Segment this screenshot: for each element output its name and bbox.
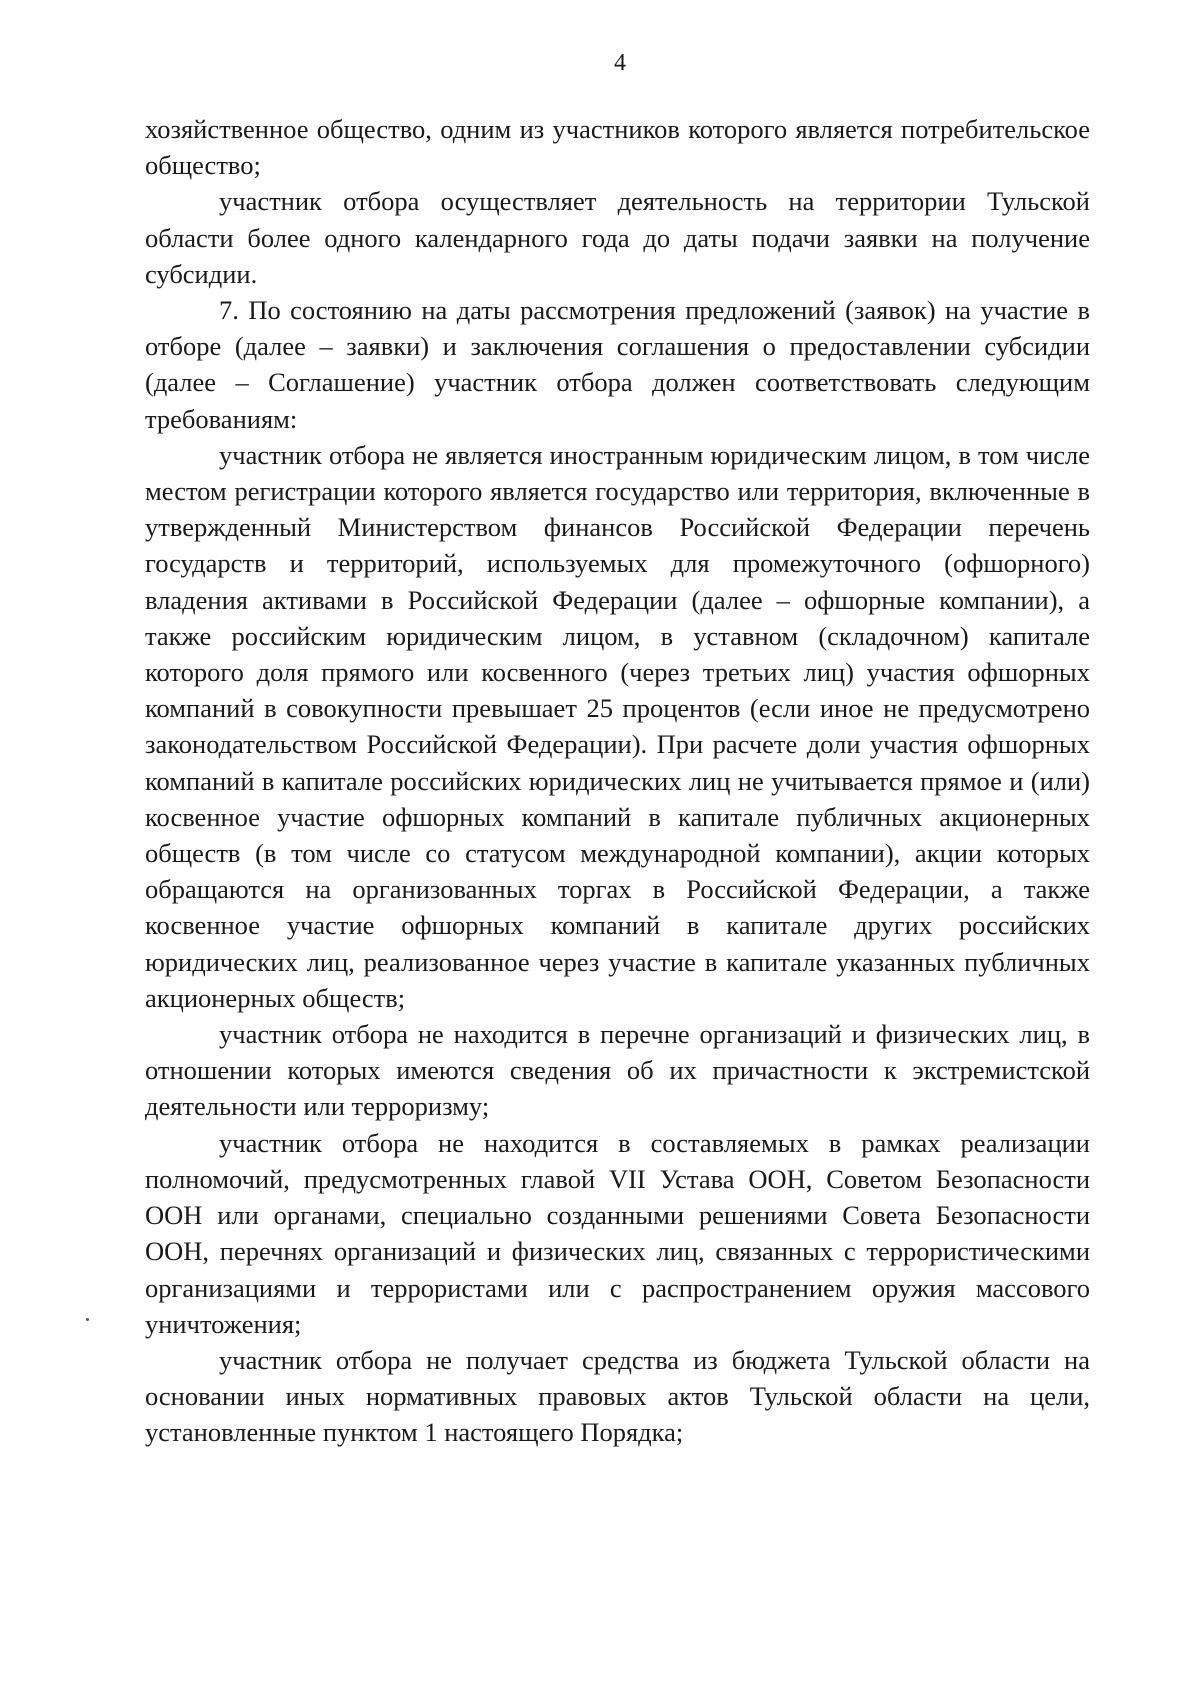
page-number: 4 bbox=[614, 50, 626, 76]
paragraph-continuation: хозяйственное общество, одним из участников которого является потребительское общество; bbox=[145, 114, 1090, 181]
paragraph-un-sanctions-requirement: участник отбора не находится в составляемых в рамках реализации полномочий, предусмотренных главой VII Устава ООН, Советом Безопасности ООН или органами, специально созданными решениями Совета Безопасности ООН, перечнях организаций и физических лиц, связанных с террористическими организациями и террористами или с распространением оружия массового уничтожения; bbox=[145, 1127, 1090, 1339]
paragraph-item-7: 7. По состоянию на даты рассмотрения предложений (заявок) на участие в отборе (далее – заявки) и заключения соглашения о предоставлении субсидии (далее – Соглашение) участник отбора должен соответствовать следующим требованиям: bbox=[145, 295, 1090, 434]
paragraph-activity-requirement: участник отбора осуществляет деятельность на территории Тульской области более одного календарного года до даты подачи заявки на получение субсидии. bbox=[145, 186, 1090, 289]
document-body bbox=[145, 111, 1090, 1451]
paragraph-extremism-requirement: участник отбора не находится в перечне организаций и физических лиц, в отношении которых имеются сведения об их причастности к экстремистской деятельности или терроризму; bbox=[145, 1019, 1090, 1122]
paragraph-budget-funds-requirement: участник отбора не получает средства из бюджета Тульской области на основании иных нормативных правовых актов Тульской области на цели, установленные пунктом 1 настоящего Порядка; bbox=[145, 1344, 1090, 1448]
scan-artifact-dot bbox=[86, 1318, 89, 1321]
paragraph-offshore-requirement: участник отбора не является иностранным юридическим лицом, в том числе местом регистрации которого является государство или территория, включенные в утвержденный Министерством финансов Российской Федерации перечень государств и территорий, используемых для промежуточного (офшорного) владения активами в Российской Федерации (далее – офшорные компании), а также российским юридическим лицом, в уставном (складочном) капитале которого доля прямого или косвенного (через третьих лиц) участия офшорных компаний в совокупности превышает 25 процентов (если иное не предусмотрено законодательством Российской Федерации). При расчете доли участия офшорных компаний в капитале российских юридических лиц не учитывается прямое и (или) косвенное участие офшорных компаний в капитале публичных акционерных обществ (в том числе со статусом международной компании), акции которых обращаются на организованных торгах в Российской Федерации, а также косвенное участие офшорных компаний в капитале других российских юридических лиц, реализованное через участие в капитале указанных публичных акционерных обществ; bbox=[145, 439, 1090, 1013]
